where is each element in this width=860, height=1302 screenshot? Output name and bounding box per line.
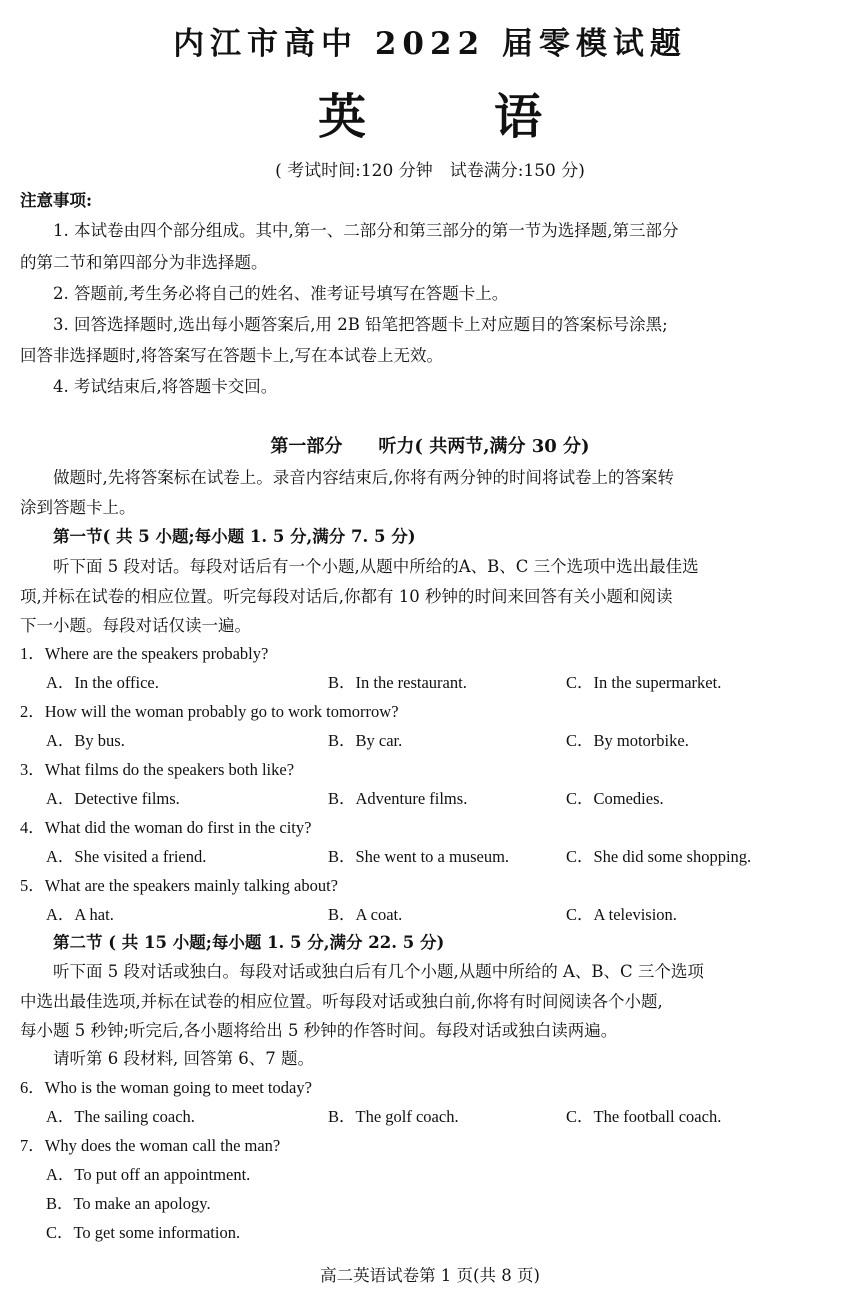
subject-title: 英 语	[317, 89, 582, 145]
option-a: A．The sailing coach.	[46, 1107, 195, 1126]
option-b: B．By car.	[328, 731, 403, 750]
notice-line: 4. 考试结束后,将答题卡交回。	[20, 377, 278, 396]
section1-intro: 项,并标在试卷的相应位置。听完每段对话后,你都有 10 秒钟的时间来回答有关小题和阅读	[20, 587, 673, 606]
option-a: A．To put off an appointment.	[46, 1165, 251, 1184]
option-c: C．A television.	[566, 905, 677, 924]
question-4: 4．What did the woman do first in the city?	[20, 818, 312, 837]
option-a: A．Detective films.	[46, 789, 180, 808]
section2-instruction: 请听第 6 段材料, 回答第 6、7 题。	[20, 1049, 314, 1068]
option-b: B．She went to a museum.	[328, 847, 510, 866]
option-c: C．In the supermarket.	[566, 673, 722, 692]
option-a: A．A hat.	[46, 905, 114, 924]
part1-heading: 第一部分 听力( 共两节,满分 30 分)	[270, 436, 590, 457]
option-c: C．To get some information.	[46, 1223, 241, 1242]
option-a: A．She visited a friend.	[46, 847, 207, 866]
section1-intro: 听下面 5 段对话。每段对话后有一个小题,从题中所给的A、B、C 三个选项中选出最佳选	[20, 557, 699, 576]
question-2: 2．How will the woman probably go to work tomorrow?	[20, 702, 399, 721]
section1-heading: 第一节( 共 5 小题;每小题 1. 5 分,满分 7. 5 分)	[20, 527, 416, 546]
option-a: A．By bus.	[46, 731, 125, 750]
part1-intro: 涂到答题卡上。	[20, 498, 136, 517]
notice-line: 回答非选择题时,将答案写在答题卡上,写在本试卷上无效。	[20, 346, 443, 365]
option-c: C．The football coach.	[566, 1107, 722, 1126]
option-b: B．In the restaurant.	[328, 673, 467, 692]
question-1: 1．Where are the speakers probably?	[20, 644, 269, 663]
question-6: 6．Who is the woman going to meet today?	[20, 1078, 312, 1097]
option-c: C．Comedies.	[566, 789, 664, 808]
page-footer: 高二英语试卷第 1 页(共 8 页)	[320, 1266, 540, 1285]
question-5: 5．What are the speakers mainly talking about?	[20, 876, 338, 895]
exam-title: 内江市高中 2022 届零模试题	[173, 26, 687, 62]
notice-line: 3. 回答选择题时,选出每小题答案后,用 2B 铅笔把答题卡上对应题目的答案标号涂黑;	[20, 315, 668, 334]
option-c: C．By motorbike.	[566, 731, 689, 750]
notice-line: 2. 答题前,考生务必将自己的姓名、准考证号填写在答题卡上。	[20, 284, 509, 303]
option-c: C．She did some shopping.	[566, 847, 752, 866]
notice-heading: 注意事项:	[20, 191, 93, 210]
option-b: B．A coat.	[328, 905, 403, 924]
part1-intro: 做题时,先将答案标在试卷上。录音内容结束后,你将有两分钟的时间将试卷上的答案转	[20, 468, 674, 487]
exam-info: ( 考试时间:120 分钟 试卷满分:150 分)	[275, 161, 585, 181]
section2-intro: 听下面 5 段对话或独白。每段对话或独白后有几个小题,从题中所给的 A、B、C 三个选项	[20, 962, 704, 981]
section2-intro: 中选出最佳选项,并标在试卷的相应位置。听每段对话或独白前,你将有时间阅读各个小题,	[20, 992, 663, 1011]
option-b: B．The golf coach.	[328, 1107, 459, 1126]
option-b: B．To make an apology.	[46, 1194, 211, 1213]
notice-line: 1. 本试卷由四个部分组成。其中,第一、二部分和第三部分的第一节为选择题,第三部分	[20, 221, 679, 240]
option-a: A．In the office.	[46, 673, 159, 692]
question-7: 7．Why does the woman call the man?	[20, 1136, 281, 1155]
question-3: 3．What films do the speakers both like?	[20, 760, 295, 779]
section2-heading: 第二节 ( 共 15 小题;每小题 1. 5 分,满分 22. 5 分)	[20, 933, 445, 952]
option-b: B．Adventure films.	[328, 789, 468, 808]
notice-line: 的第二节和第四部分为非选择题。	[20, 253, 268, 272]
section2-intro: 每小题 5 秒钟;听完后,各小题将给出 5 秒钟的作答时间。每段对话或独白读两遍。	[20, 1021, 618, 1040]
section1-intro: 下一小题。每段对话仅读一遍。	[20, 616, 251, 635]
